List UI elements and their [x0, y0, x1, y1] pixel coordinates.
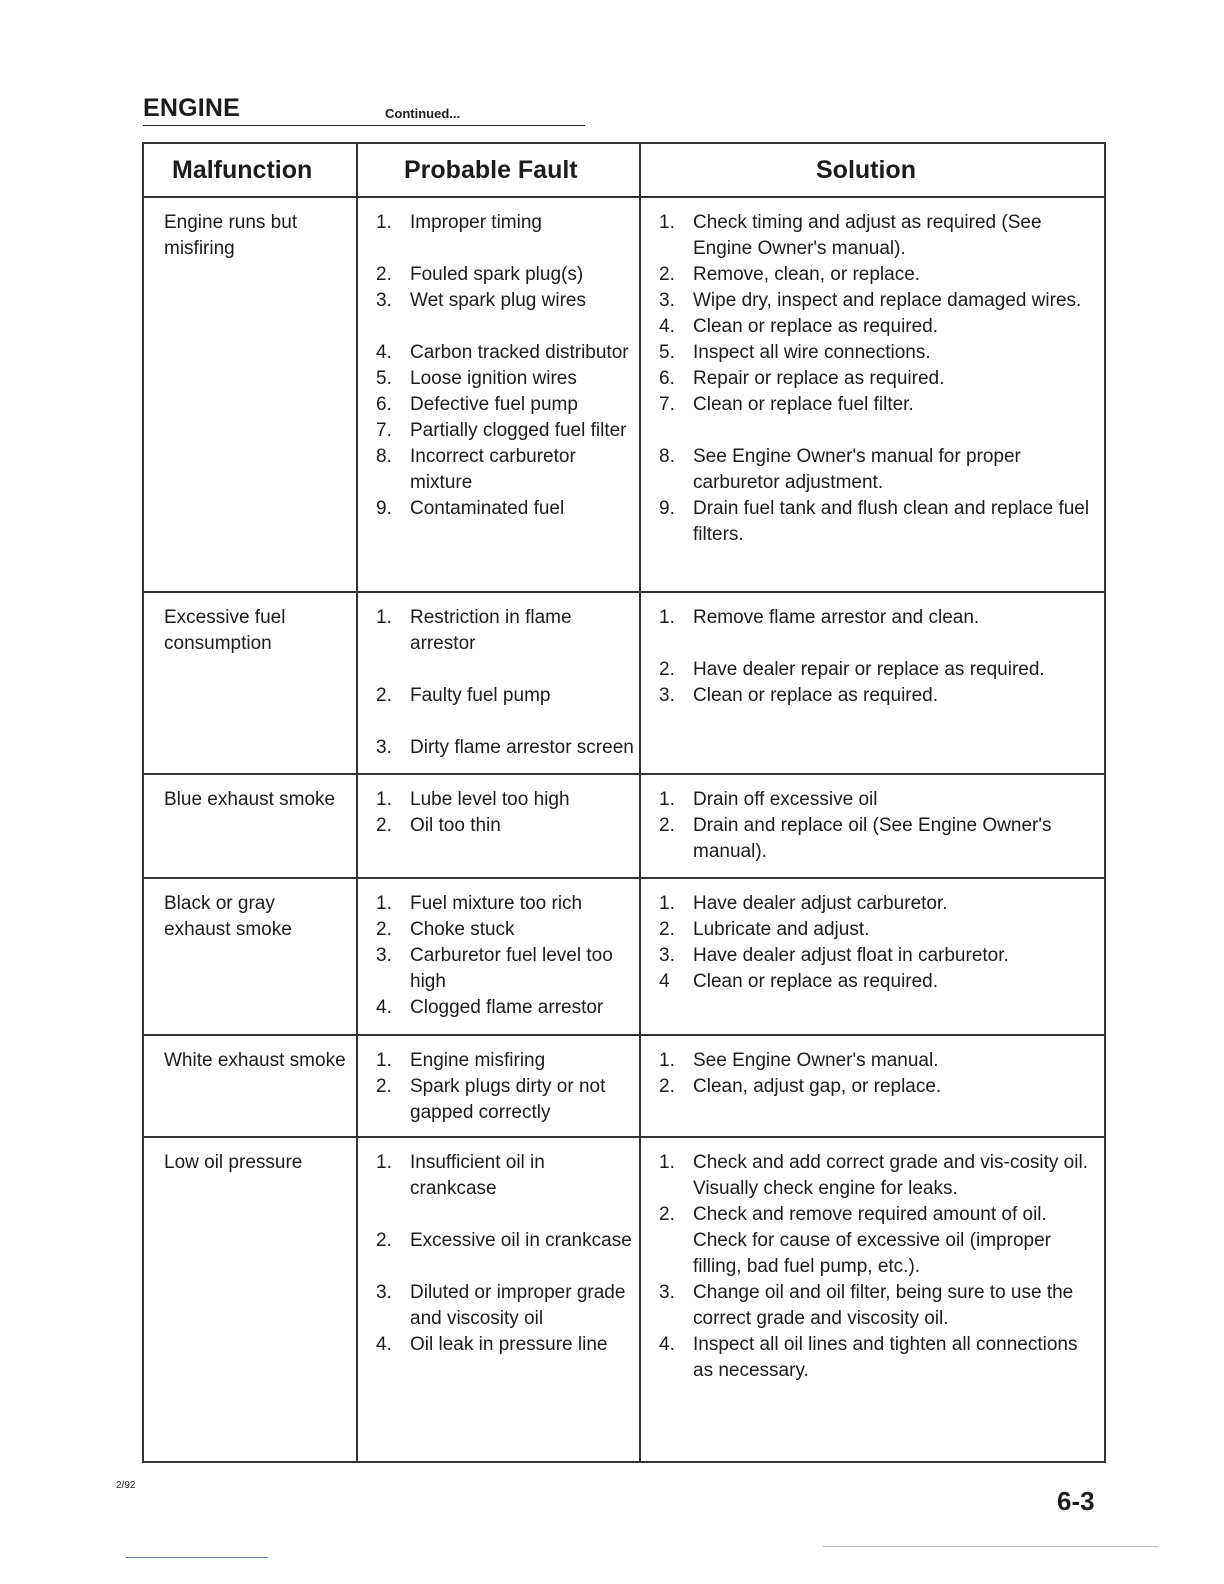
fault-item [376, 605, 635, 657]
fault-item-number: 4. [376, 997, 392, 1018]
solution-item-text: Inspect all oil lines and tighten all connections as necessary. [693, 1334, 1078, 1381]
solution-item-number: 4 [659, 971, 670, 992]
troubleshooting-table [142, 142, 1106, 1463]
fault-item-text: Faulty fuel pump [410, 685, 551, 706]
fault-item-text: Oil leak in pressure line [410, 1334, 608, 1355]
solution-item [659, 210, 1100, 262]
solution-item-text: Remove flame arrestor and clean. [693, 607, 980, 628]
fault-item [376, 288, 635, 314]
fault-item-number: 9. [376, 498, 392, 519]
fault-item-number: 2. [376, 1230, 392, 1251]
solution-item-number: 3. [659, 290, 675, 311]
solution-item [659, 787, 1100, 813]
fault-item-number: 3. [376, 290, 392, 311]
solution-item-text: See Engine Owner's manual for proper carburetor adjustment. [693, 446, 1021, 493]
solution-item [659, 943, 1100, 969]
fault-item [376, 262, 635, 288]
solution-item-list [659, 891, 1100, 995]
solution-item-number: 3. [659, 945, 675, 966]
table-row [143, 878, 1105, 1035]
malfunction-cell: Excessive fuel consumption [143, 592, 357, 774]
fault-item [376, 1074, 635, 1126]
fault-item-number: 3. [376, 1282, 392, 1303]
fault-item [376, 496, 635, 522]
footer-rule-left [126, 1557, 268, 1558]
solution-cell [640, 878, 1105, 1035]
page-number: 6-3 [1057, 1486, 1095, 1516]
solution-item [659, 314, 1100, 340]
fault-item-text: Contaminated fuel [410, 498, 565, 519]
fault-item-list [376, 787, 635, 839]
probable-fault-cell [357, 878, 640, 1035]
solution-item-text: Have dealer adjust carburetor. [693, 893, 948, 914]
solution-item-number: 2. [659, 264, 675, 285]
fault-item-text: Fouled spark plug(s) [410, 264, 584, 285]
table-row [143, 1035, 1105, 1137]
fault-item-text: Diluted or improper grade and viscosity oil [410, 1282, 626, 1329]
column-header-solution: Solution [640, 143, 1105, 197]
solution-item-text: Have dealer adjust float in carburetor. [693, 945, 1009, 966]
footer-rule-right [823, 1546, 1158, 1547]
fault-item [376, 418, 635, 444]
solution-item-number: 1. [659, 212, 675, 233]
solution-item-text: Check and add correct grade and vis-cosity oil. Visually check engine for leaks. [693, 1152, 1088, 1199]
solution-item [659, 496, 1100, 548]
solution-item-text: Drain off excessive oil [693, 789, 878, 810]
malfunction-cell: Blue exhaust smoke [143, 774, 357, 878]
fault-item-text: Choke stuck [410, 919, 515, 940]
solution-item-number: 9. [659, 498, 675, 519]
solution-item [659, 262, 1100, 288]
solution-item-number: 2. [659, 1076, 675, 1097]
fault-item-text: Loose ignition wires [410, 368, 577, 389]
fault-item-text: Improper timing [410, 212, 542, 233]
fault-item-text: Oil too thin [410, 815, 501, 836]
fault-item-number: 1. [376, 1050, 392, 1071]
fault-item [376, 1228, 635, 1254]
solution-item [659, 605, 1100, 631]
solution-item-text: Check timing and adjust as required (See Engine Owner's manual). [693, 212, 1042, 259]
solution-item-number: 3. [659, 1282, 675, 1303]
solution-item-number: 4. [659, 1334, 675, 1355]
fault-item-number: 3. [376, 945, 392, 966]
fault-item-number: 1. [376, 607, 392, 628]
fault-item [376, 444, 635, 496]
fault-item [376, 340, 635, 366]
fault-item-number: 1. [376, 789, 392, 810]
probable-fault-cell [357, 1035, 640, 1137]
fault-item-text: Carbon tracked distributor [410, 342, 629, 363]
fault-item [376, 683, 635, 709]
malfunction-cell: Black or gray exhaust smoke [143, 878, 357, 1035]
probable-fault-cell [357, 774, 640, 878]
fault-item [376, 813, 635, 839]
fault-item-number: 2. [376, 1076, 392, 1097]
solution-item [659, 683, 1100, 709]
fault-item-list [376, 1048, 635, 1126]
fault-item-list [376, 605, 635, 761]
fault-item-list [376, 210, 635, 522]
fault-item-text: Fuel mixture too rich [410, 893, 583, 914]
solution-cell [640, 774, 1105, 878]
solution-item-number: 2. [659, 815, 675, 836]
fault-item-list [376, 1150, 635, 1358]
table-body [143, 197, 1105, 1462]
solution-item [659, 813, 1100, 865]
fault-item [376, 392, 635, 418]
solution-item-text: Remove, clean, or replace. [693, 264, 921, 285]
fault-item-text: Lube level too high [410, 789, 570, 810]
fault-item-text: Carburetor fuel level too high [410, 945, 613, 992]
fault-item-text: Partially clogged fuel filter [410, 420, 627, 441]
solution-item-text: Clean or replace as required. [693, 316, 939, 337]
solution-item-text: Clean or replace fuel filter. [693, 394, 914, 415]
fault-item [376, 891, 635, 917]
fault-item-number: 3. [376, 737, 392, 758]
solution-item-text: Repair or replace as required. [693, 368, 945, 389]
solution-item [659, 1074, 1100, 1100]
fault-item-list [376, 891, 635, 1021]
solution-item-text: Lubricate and adjust. [693, 919, 870, 940]
fault-item-text: Insufficient oil in crankcase [410, 1152, 545, 1199]
fault-item-number: 6. [376, 394, 392, 415]
solution-item [659, 1332, 1100, 1384]
solution-item [659, 891, 1100, 917]
solution-item-number: 1. [659, 607, 675, 628]
probable-fault-cell [357, 592, 640, 774]
solution-item-number: 1. [659, 789, 675, 810]
solution-item-text: Clean, adjust gap, or replace. [693, 1076, 942, 1097]
fault-item [376, 1048, 635, 1074]
fault-item-text: Wet spark plug wires [410, 290, 586, 311]
solution-item [659, 1048, 1100, 1074]
fault-item-number: 2. [376, 919, 392, 940]
solution-item-text: Inspect all wire connections. [693, 342, 931, 363]
solution-item-number: 1. [659, 1152, 675, 1173]
fault-item [376, 1150, 635, 1202]
solution-item-text: Drain and replace oil (See Engine Owner's manual). [693, 815, 1052, 862]
solution-item-number: 1. [659, 893, 675, 914]
fault-item [376, 943, 635, 995]
solution-item-text: See Engine Owner's manual. [693, 1050, 939, 1071]
solution-item-text: Drain fuel tank and flush clean and replace fuel filters. [693, 498, 1090, 545]
solution-cell [640, 197, 1105, 592]
fault-item-text: Spark plugs dirty or not gapped correctly [410, 1076, 606, 1123]
fault-item [376, 995, 635, 1021]
fault-item [376, 735, 635, 761]
fault-item-number: 2. [376, 264, 392, 285]
solution-item [659, 444, 1100, 496]
section-title: ENGINE [143, 94, 241, 122]
table-row [143, 197, 1105, 592]
malfunction-cell: White exhaust smoke [143, 1035, 357, 1137]
fault-item-text: Dirty flame arrestor screen [410, 737, 634, 758]
solution-item [659, 392, 1100, 418]
fault-item-number: 8. [376, 446, 392, 467]
solution-item [659, 917, 1100, 943]
table-row [143, 1137, 1105, 1462]
column-header-malfunction: Malfunction [143, 143, 357, 197]
table-row [143, 592, 1105, 774]
fault-item-number: 4. [376, 1334, 392, 1355]
fault-item [376, 1332, 635, 1358]
fault-item [376, 787, 635, 813]
fault-item [376, 210, 635, 236]
solution-item [659, 340, 1100, 366]
solution-item-number: 7. [659, 394, 675, 415]
solution-item-number: 4. [659, 316, 675, 337]
solution-item-list [659, 787, 1100, 865]
solution-item-number: 2. [659, 1204, 675, 1225]
solution-item-number: 8. [659, 446, 675, 467]
solution-item [659, 657, 1100, 683]
fault-item [376, 366, 635, 392]
solution-item-text: Clean or replace as required. [693, 971, 939, 992]
solution-item [659, 1202, 1100, 1280]
fault-item-number: 7. [376, 420, 392, 441]
solution-cell [640, 1035, 1105, 1137]
fault-item-number: 5. [376, 368, 392, 389]
solution-item [659, 1280, 1100, 1332]
solution-item-text: Change oil and oil filter, being sure to use the correct grade and viscosity oil. [693, 1282, 1074, 1329]
table-header-row [143, 143, 1105, 197]
solution-item-number: 5. [659, 342, 675, 363]
revision-date: 2/92 [116, 1480, 136, 1491]
column-header-probable-fault: Probable Fault [357, 143, 640, 197]
solution-item [659, 969, 1100, 995]
solution-item-number: 1. [659, 1050, 675, 1071]
malfunction-cell: Low oil pressure [143, 1137, 357, 1462]
fault-item-text: Defective fuel pump [410, 394, 578, 415]
fault-item-number: 4. [376, 342, 392, 363]
solution-item [659, 366, 1100, 392]
probable-fault-cell [357, 1137, 640, 1462]
solution-item-text: Wipe dry, inspect and replace damaged wires. [693, 290, 1082, 311]
fault-item-text: Restriction in flame arrestor [410, 607, 572, 654]
solution-item-number: 3. [659, 685, 675, 706]
fault-item-text: Excessive oil in crankcase [410, 1230, 632, 1251]
solution-item-text: Have dealer repair or replace as required. [693, 659, 1045, 680]
solution-item-text: Check and remove required amount of oil. Check for cause of excessive oil (improper filling, bad fuel pump, etc.). [693, 1204, 1051, 1277]
solution-item-list [659, 1150, 1100, 1384]
solution-item [659, 1150, 1100, 1202]
continued-label: Continued... [385, 106, 461, 121]
solution-item-text: Clean or replace as required. [693, 685, 939, 706]
fault-item [376, 917, 635, 943]
fault-item [376, 1280, 635, 1332]
table-row [143, 774, 1105, 878]
solution-item-number: 2. [659, 919, 675, 940]
solution-item [659, 288, 1100, 314]
solution-cell [640, 1137, 1105, 1462]
header-rule [143, 125, 585, 126]
solution-item-number: 2. [659, 659, 675, 680]
probable-fault-cell [357, 197, 640, 592]
section-header [143, 94, 585, 126]
fault-item-text: Incorrect carburetor mixture [410, 446, 576, 493]
solution-cell [640, 592, 1105, 774]
fault-item-text: Engine misfiring [410, 1050, 546, 1071]
solution-item-list [659, 210, 1100, 548]
solution-item-number: 6. [659, 368, 675, 389]
malfunction-cell: Engine runs but misfiring [143, 197, 357, 592]
fault-item-text: Clogged flame arrestor [410, 997, 604, 1018]
fault-item-number: 2. [376, 815, 392, 836]
fault-item-number: 1. [376, 1152, 392, 1173]
fault-item-number: 1. [376, 212, 392, 233]
fault-item-number: 1. [376, 893, 392, 914]
solution-item-list [659, 605, 1100, 709]
solution-item-list [659, 1048, 1100, 1100]
fault-item-number: 2. [376, 685, 392, 706]
